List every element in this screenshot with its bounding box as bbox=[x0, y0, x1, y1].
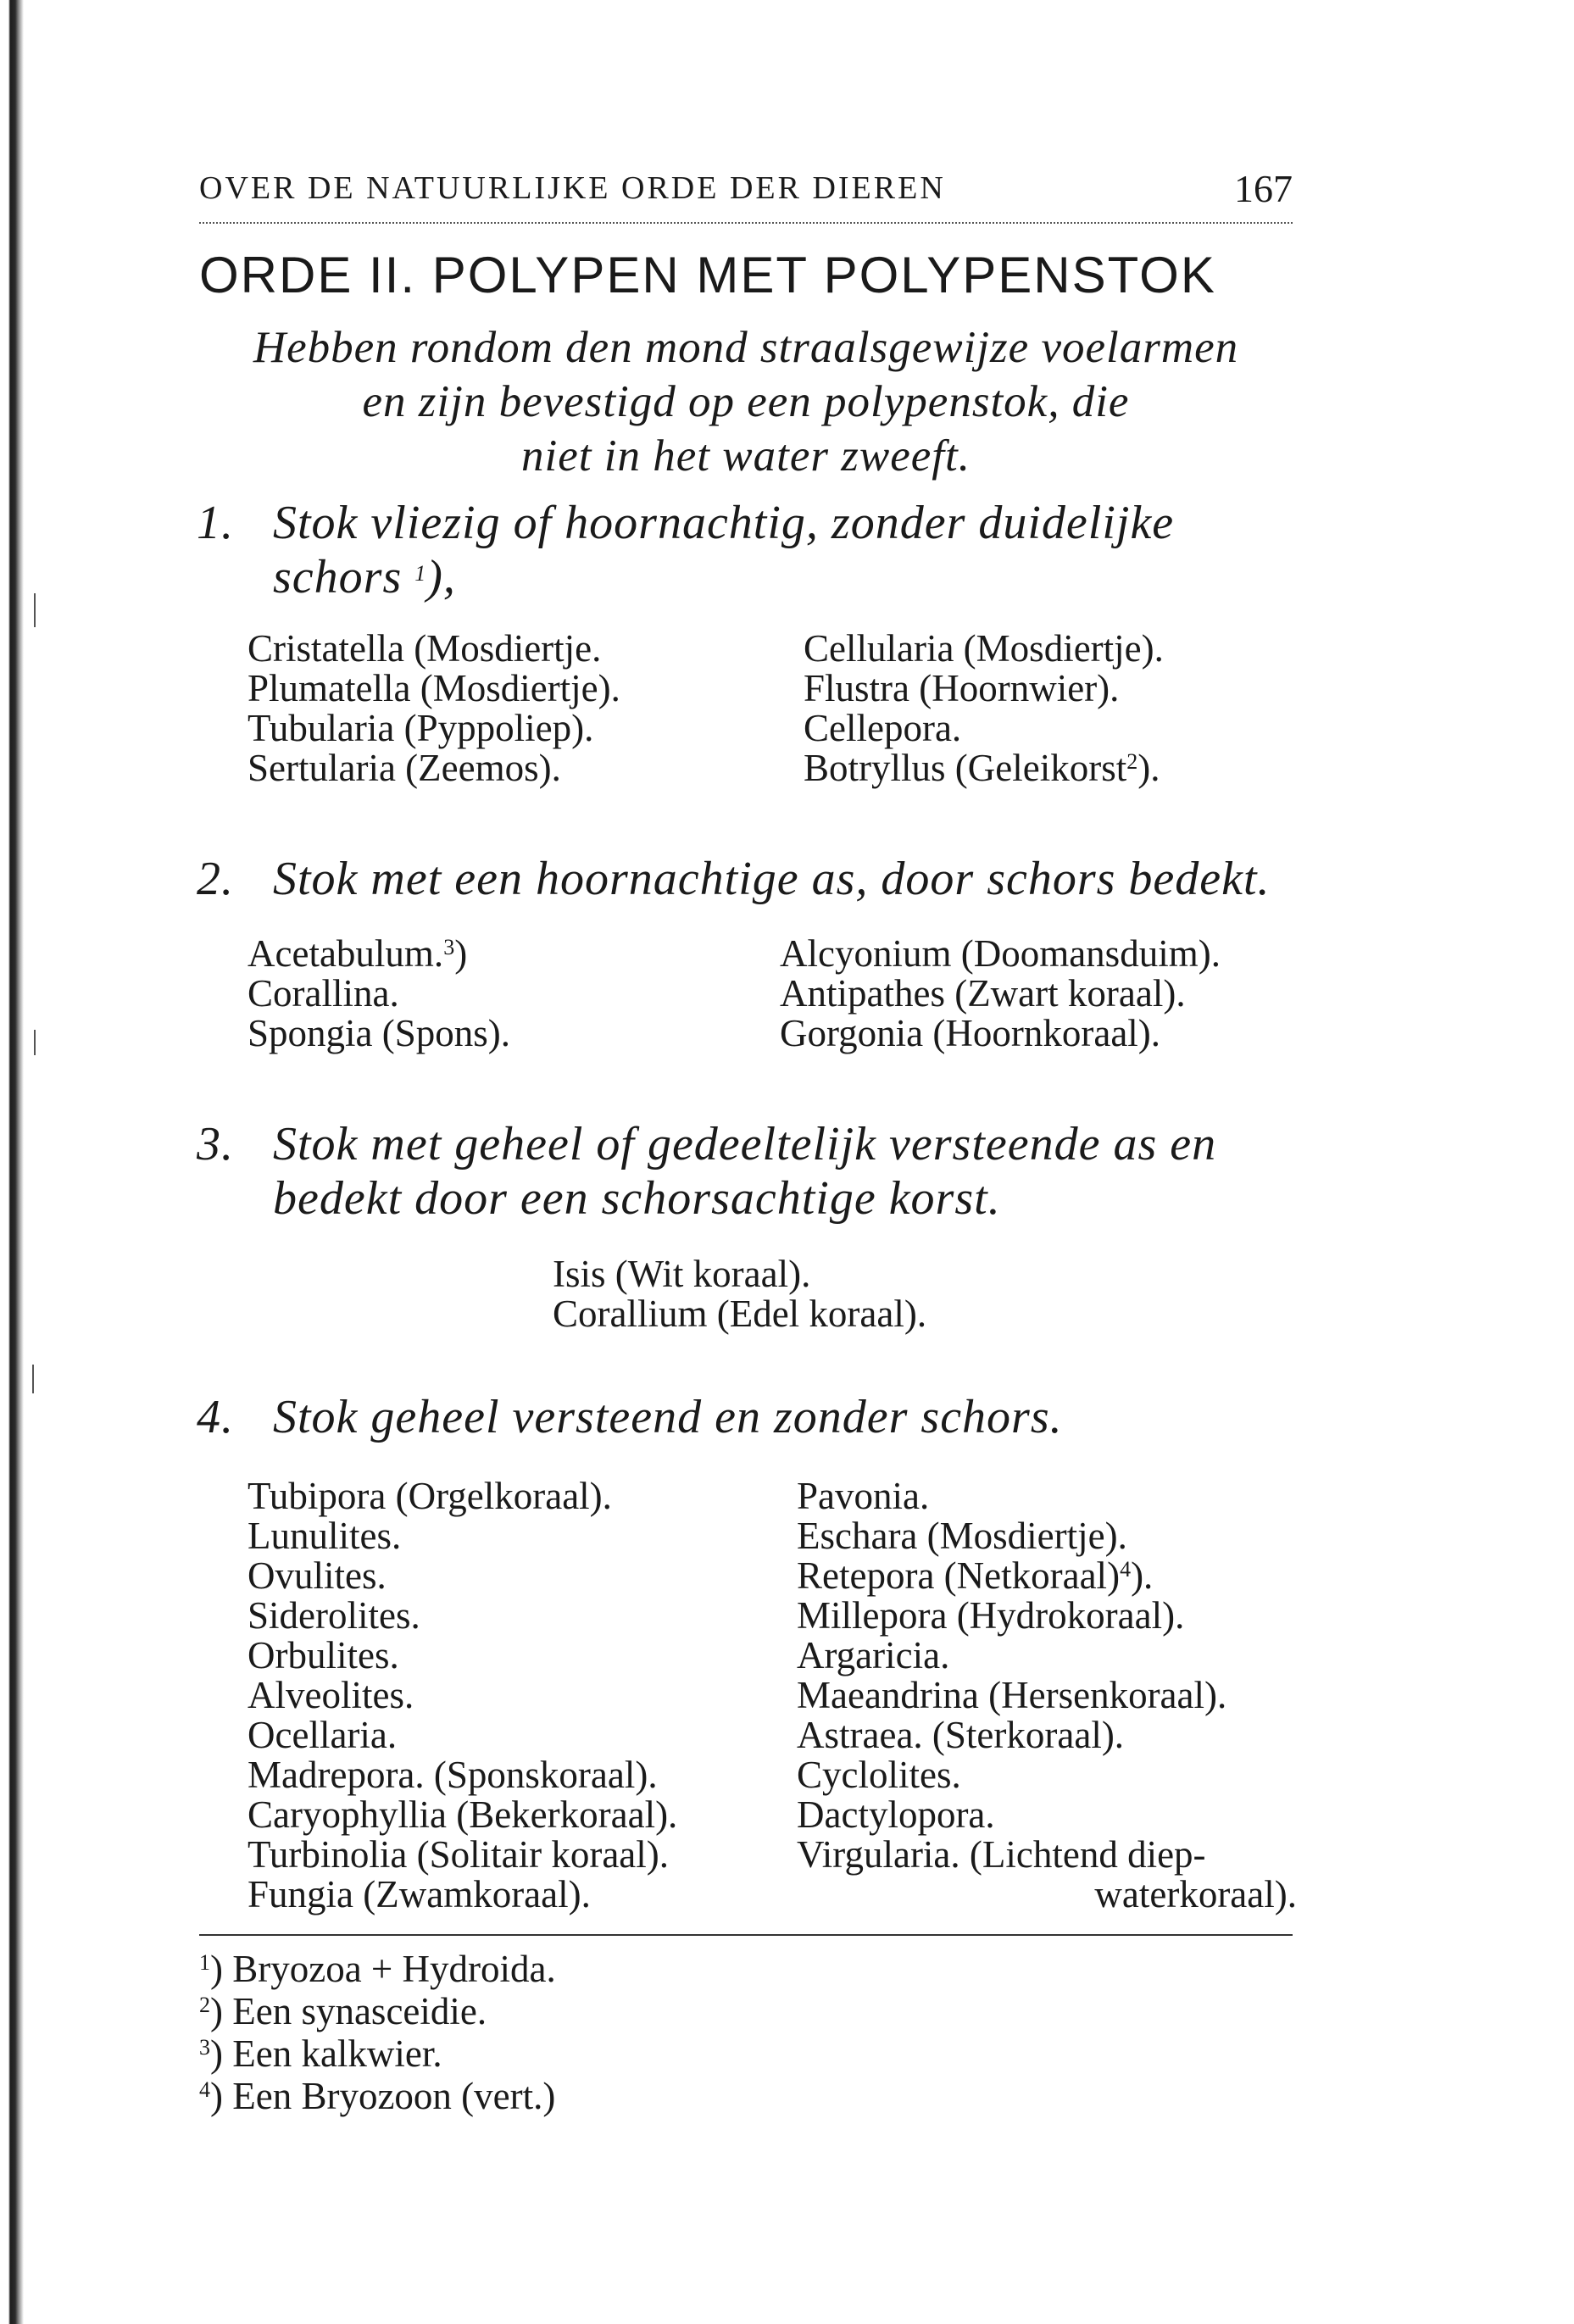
running-head bbox=[199, 167, 1293, 220]
footnote: $^2$) Een synasceidie. bbox=[199, 1990, 487, 2032]
genus-item: Sertularia (Zeemos). bbox=[248, 747, 561, 789]
genus-item: Ovulites. bbox=[248, 1554, 387, 1597]
header-divider bbox=[199, 222, 1293, 224]
section-number: 2. bbox=[197, 853, 234, 905]
section-2-left-column bbox=[248, 934, 510, 1054]
genus-item: Orbulites. bbox=[248, 1634, 399, 1676]
footnote-ref: 1 bbox=[414, 561, 427, 586]
section-line: Stok met een hoornachtige as, door schors bedekt. bbox=[273, 853, 1271, 905]
section-2-heading bbox=[197, 852, 1271, 906]
section-4-left-column bbox=[248, 1476, 677, 1915]
genus-item: Antipathes (Zwart koraal). bbox=[780, 972, 1186, 1015]
genus-item: Tubularia (Pyppoliep). bbox=[248, 707, 594, 749]
running-head-title: OVER DE NATUURLIJKE ORDE DER DIEREN bbox=[199, 170, 946, 206]
section-line: bedekt door een schorsachtige korst. bbox=[273, 1172, 1001, 1225]
genus-item: Acetabulum.$^3$) bbox=[248, 932, 468, 975]
genus-item: Retepora (Netkoraal)$^4$). bbox=[797, 1554, 1154, 1597]
genus-item: Alcyonium (Doomansduim). bbox=[780, 932, 1221, 975]
edge-mark bbox=[34, 593, 36, 627]
genus-item: Cyclolites. bbox=[797, 1754, 961, 1796]
section-line: Stok geheel versteend en zonder schors. bbox=[273, 1391, 1063, 1443]
intro-line: en zijn bevestigd op een polypenstok, die bbox=[362, 377, 1130, 426]
section-1-right-column bbox=[804, 629, 1164, 788]
footnote: $^4$) Een Bryozoon (vert.) bbox=[199, 2075, 556, 2117]
page-number: 167 bbox=[1234, 167, 1293, 210]
genus-item: Millepora (Hydrokoraal). bbox=[797, 1594, 1185, 1637]
footnote-mark: 1 bbox=[199, 1950, 210, 1975]
genus-item: Corallina. bbox=[248, 972, 399, 1015]
genus-item: Fungia (Zwamkoraal). bbox=[248, 1873, 591, 1915]
genus-item: Argaricia. bbox=[797, 1634, 950, 1676]
edge-mark bbox=[32, 1365, 34, 1393]
section-3-center-column bbox=[553, 1254, 926, 1334]
section-number: 4. bbox=[197, 1391, 234, 1443]
footnote-rule bbox=[199, 1934, 1293, 1936]
footnote-ref: 4 bbox=[1120, 1557, 1132, 1582]
genus-item: Madrepora. (Sponskoraal). bbox=[248, 1754, 658, 1796]
intro-line: niet in het water zweeft. bbox=[521, 431, 971, 481]
genus-item: Spongia (Spons). bbox=[248, 1012, 511, 1054]
edge-mark bbox=[34, 1030, 36, 1055]
footnote-mark: 2 bbox=[199, 1993, 210, 2017]
genus-item: Botryllus (Geleikorst$^2$). bbox=[804, 747, 1160, 789]
footnote: $^1$) Bryozoa + Hydroida. bbox=[199, 1948, 556, 1990]
genus-item: Lunulites. bbox=[248, 1515, 402, 1557]
genus-item: Virgularia. (Lichtend diep- bbox=[797, 1833, 1206, 1876]
section-3-heading bbox=[197, 1117, 1216, 1226]
genus-item: Cellularia (Mosdiertje). bbox=[804, 627, 1164, 670]
genus-item: Dactylopora. bbox=[797, 1793, 995, 1836]
genus-item: Plumatella (Mosdiertje). bbox=[248, 667, 620, 709]
order-description bbox=[195, 320, 1297, 483]
genus-item: Caryophyllia (Bekerkoraal). bbox=[248, 1793, 678, 1836]
section-number: 1. bbox=[197, 497, 234, 549]
genus-item: Maeandrina (Hersenkoraal). bbox=[797, 1674, 1227, 1716]
genus-item: Tubipora (Orgelkoraal). bbox=[248, 1475, 612, 1517]
genus-item: waterkoraal). bbox=[1094, 1873, 1297, 1915]
section-line: Stok met geheel of gedeeltelijk versteende as en bbox=[273, 1118, 1217, 1170]
footnote-mark: 4 bbox=[199, 2077, 210, 2102]
section-number: 3. bbox=[197, 1118, 234, 1170]
genus-item: Turbinolia (Solitair koraal). bbox=[248, 1833, 670, 1876]
section-line: Stok vliezig of hoornachtig, zonder duidelijke bbox=[273, 497, 1175, 549]
section-line: schors bbox=[273, 551, 403, 603]
section-line-end: ), bbox=[426, 551, 456, 603]
section-4-heading bbox=[197, 1390, 1063, 1444]
genus-item: Ocellaria. bbox=[248, 1714, 398, 1756]
genus-item: Alveolites. bbox=[248, 1674, 414, 1716]
genus-item: Corallium (Edel koraal). bbox=[553, 1293, 927, 1335]
intro-line: Hebben rondom den mond straalsgewijze voelarmen bbox=[253, 323, 1239, 372]
genus-item: Cristatella (Mosdiertje. bbox=[248, 627, 602, 670]
genus-item: Cellepora. bbox=[804, 707, 962, 749]
genus-item: Flustra (Hoornwier). bbox=[804, 667, 1120, 709]
genus-item: Pavonia. bbox=[797, 1475, 930, 1517]
genus-item: Astraea. (Sterkoraal). bbox=[797, 1714, 1125, 1756]
genus-item: Eschara (Mosdiertje). bbox=[797, 1515, 1127, 1557]
footnote: $^3$) Een kalkwier. bbox=[199, 2032, 442, 2075]
order-title: ORDE II. POLYPEN MET POLYPENSTOK bbox=[199, 247, 1216, 303]
genus-item: Siderolites. bbox=[248, 1594, 420, 1637]
section-1-left-column bbox=[248, 629, 620, 788]
genus-item: Isis (Wit koraal). bbox=[553, 1253, 811, 1295]
footnote-ref: 2 bbox=[1126, 749, 1138, 774]
section-4-right-column bbox=[797, 1476, 1297, 1915]
footnote-mark: 3 bbox=[199, 2035, 210, 2060]
section-1-heading bbox=[197, 496, 1174, 604]
book-spine-edge bbox=[0, 0, 51, 2324]
footnote-ref: 3 bbox=[443, 935, 455, 959]
genus-item: Gorgonia (Hoornkoraal). bbox=[780, 1012, 1161, 1054]
footnotes bbox=[199, 1948, 556, 2117]
section-2-right-column bbox=[780, 934, 1221, 1054]
